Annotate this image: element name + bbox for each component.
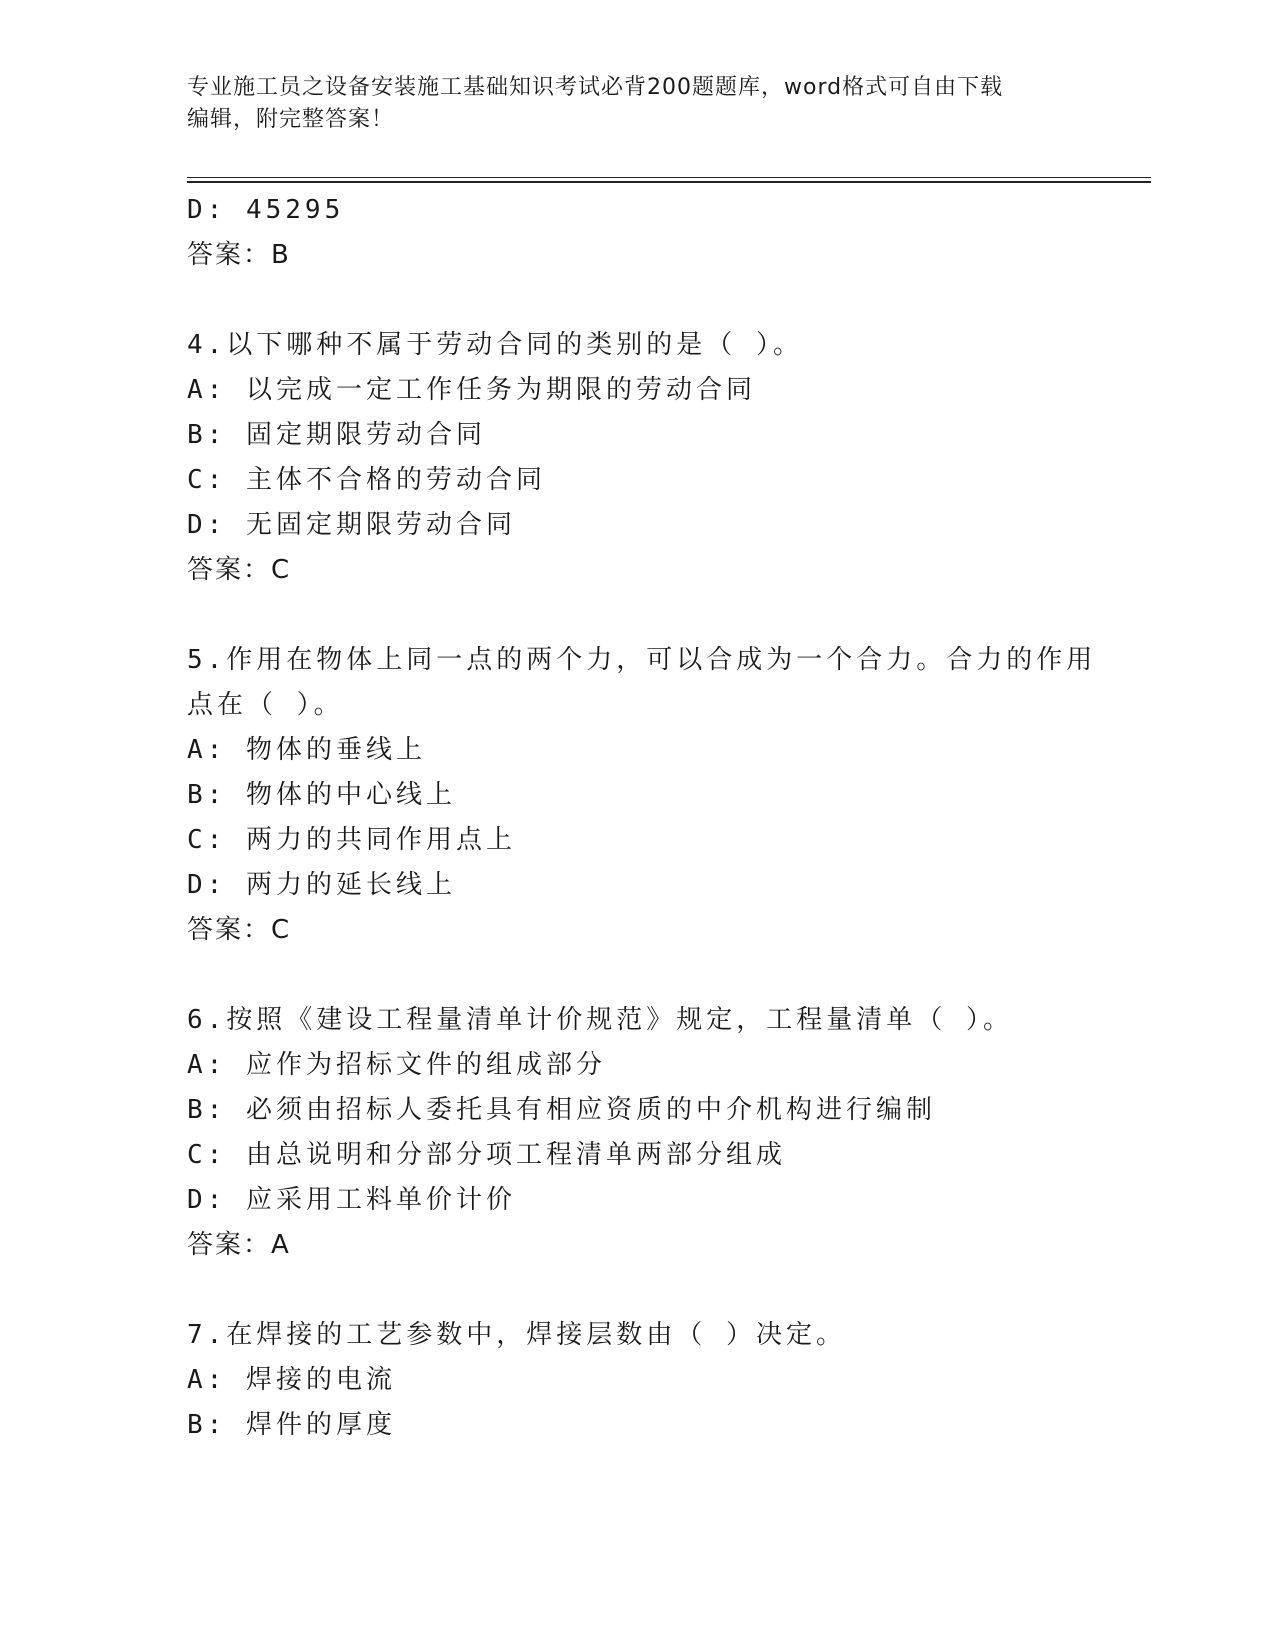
answer-q3: 答案：B	[187, 240, 291, 270]
answer: 答案：C	[187, 555, 292, 585]
option-d: D: 两力的延长线上	[187, 870, 456, 900]
question-7	[187, 1313, 1137, 1448]
header-divider-thick	[187, 181, 1151, 183]
document-body	[187, 188, 1137, 1448]
answer: 答案：C	[187, 915, 292, 945]
header-line-2: 编辑，附完整答案！	[187, 107, 395, 132]
option-b: B: 焊件的厚度	[187, 1410, 396, 1440]
option-a: A: 焊接的电流	[187, 1365, 396, 1395]
answer: 答案：A	[187, 1230, 291, 1260]
question-5	[187, 638, 1137, 953]
question-stem-line-1: 5.作用在物体上同一点的两个力，可以合成为一个合力。合力的作用	[187, 645, 1097, 675]
option-d: D: 无固定期限劳动合同	[187, 510, 516, 540]
header-divider-thin	[187, 177, 1151, 178]
option-a: A: 以完成一定工作任务为期限的劳动合同	[187, 375, 756, 405]
question-4	[187, 323, 1137, 593]
option-c: C: 两力的共同作用点上	[187, 825, 516, 855]
option-a: A: 物体的垂线上	[187, 735, 426, 765]
option-c: C: 由总说明和分部分项工程清单两部分组成	[187, 1140, 786, 1170]
option-d-q3: D: 45295	[187, 195, 345, 225]
option-a: A: 应作为招标文件的组成部分	[187, 1050, 606, 1080]
question-6	[187, 998, 1137, 1268]
option-c: C: 主体不合格的劳动合同	[187, 465, 546, 495]
question-stem: 6.按照《建设工程量清单计价规范》规定，工程量清单（ ）。	[187, 1005, 1013, 1035]
option-b: B: 物体的中心线上	[187, 780, 456, 810]
question-stem: 7.在焊接的工艺参数中，焊接层数由（ ）决定。	[187, 1320, 846, 1350]
question-stem-line-2: 点在（ ）。	[187, 690, 344, 720]
question-stem: 4.以下哪种不属于劳动合同的类别的是（ ）。	[187, 330, 803, 360]
option-b: B: 固定期限劳动合同	[187, 420, 486, 450]
header-line-1: 专业施工员之设备安装施工基础知识考试必背200题题库，word格式可自由下载	[187, 75, 1004, 100]
document-header	[187, 72, 1067, 136]
option-b: B: 必须由招标人委托具有相应资质的中介机构进行编制	[187, 1095, 936, 1125]
option-d: D: 应采用工料单价计价	[187, 1185, 516, 1215]
